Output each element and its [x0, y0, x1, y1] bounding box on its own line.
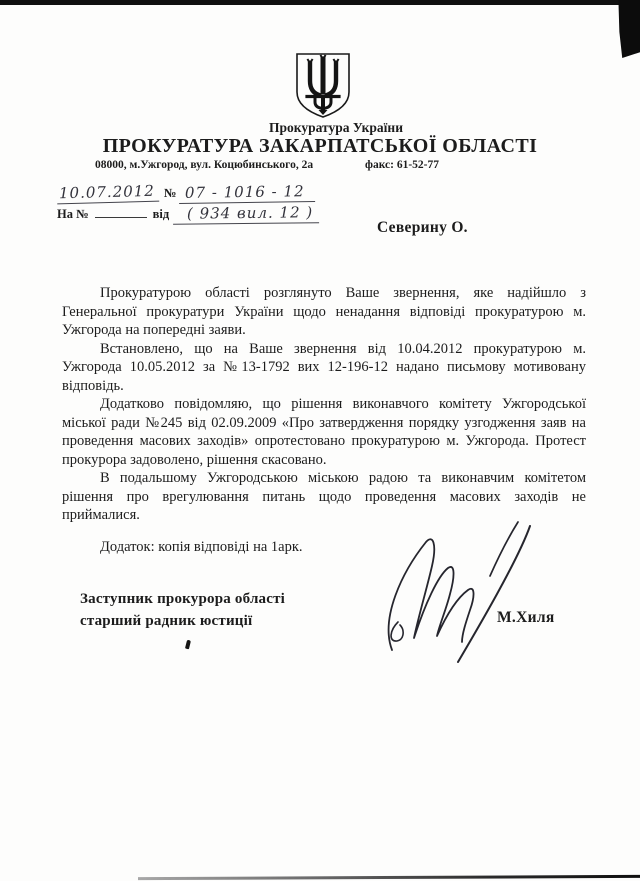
vid-label: від — [152, 207, 170, 221]
incoming-reference-line — [57, 204, 319, 224]
handwritten-date: 10.07.2012 — [57, 182, 159, 205]
paragraph-1: Прокуратурою області розглянуто Ваше звернення, яке надійшло з Генеральної прокуратури України щодо ненадання відповіді прокуратурою м. Ужгорода на попередні заяви. — [62, 285, 586, 338]
blank-underline — [95, 204, 147, 218]
paragraph-2: Встановлено, що на Ваше звернення від 10.04.2012 прокуратурою м. Ужгорода 10.05.2012 за №13-1792 вих 12-196-12 надано письмову мотивовану відповідь. — [62, 340, 586, 394]
handwritten-signature — [378, 520, 548, 668]
signer-title-line2: старший радник юстиції — [80, 613, 253, 629]
paragraph-3: Додатково повідомляю, що рішення виконавчого комітету Ужгородської міської ради №245 від 02.09.2009 «Про затвердження порядку узгодження заяв на проведення масових заходів» опротестовано прокуратурою м. Ужгорода. Протест прокурора задоволено, рішення скасовано. — [62, 396, 586, 468]
number-sign-label: № — [163, 186, 177, 200]
handwritten-outgoing-number: 07 - 1016 - 12 — [179, 182, 315, 204]
ink-mark — [185, 640, 191, 650]
scan-edge-bottom — [138, 875, 640, 880]
attachment-note: Додаток: копія відповіді на 1арк. — [100, 539, 303, 555]
na-number-label: На № — [57, 207, 89, 221]
org-address: 08000, м.Ужгород, вул. Коцюбинського, 2а — [95, 159, 314, 171]
signer-titles — [80, 588, 285, 632]
scan-artifact-top-right — [616, 0, 640, 58]
outgoing-reference-line — [57, 183, 315, 203]
handwritten-incoming-number: ( 934 вил. 12 ) — [173, 203, 319, 225]
org-title: ПРОКУРАТУРА ЗАКАРПАТСЬКОЇ ОБЛАСТІ — [102, 135, 538, 157]
addressee-name: Северину О. — [377, 219, 468, 236]
paragraph-4: В подальшому Ужгородською міською радою та виконавчим комітетом рішення про врегулювання питань щодо проведення масових заходів не приймалися. — [62, 470, 586, 523]
signer-title-line1: Заступник прокурора області — [80, 591, 286, 607]
scan-edge-top — [0, 0, 640, 5]
letter-body — [62, 284, 586, 525]
ukraine-trident-emblem — [292, 52, 354, 120]
org-fax: факс: 61-52-77 — [365, 159, 440, 171]
signer-name: М.Хиля — [497, 609, 555, 626]
org-parent-title: Прокуратура України — [269, 120, 403, 135]
